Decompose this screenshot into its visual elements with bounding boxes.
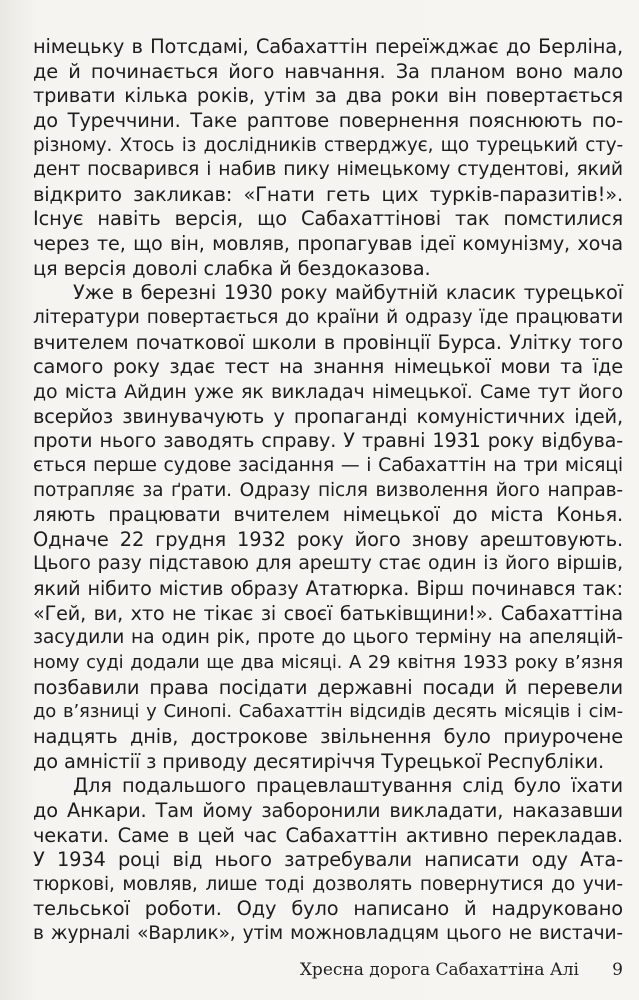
text-line: тюркові, мовляв, лише тоді дозволять повернутися до учи- (33, 873, 623, 895)
text-line: позбавили права посідати державні посади й перевели (33, 675, 623, 699)
page-footer (0, 960, 639, 986)
text-line: де й починається його навчання. За планом воно мало (33, 59, 623, 83)
text-line: який нібито містив образу Ататюрка. Вірш починався так: (33, 577, 623, 601)
text-line: літератури повертається до країни й одразу їде працювати (33, 307, 623, 329)
text-line: самого року здає тест на знання німецької мови та їде (33, 355, 623, 379)
text-line: до амністії з приводу десятиріччя Турецької Республіки. (33, 749, 605, 773)
text-line: різному. Хтось із дослідників стверджує, що турецький сту- (33, 134, 623, 156)
text-line: до міста Айдин уже як викладач німецької. Саме тут його (33, 380, 623, 403)
text-line: Цього разу підставою для арешту стає один із його віршів, (33, 553, 623, 575)
text-line: ця версія доволі слабка й бездоказова. (33, 256, 431, 280)
text-line: проти нього заводять справу. У травні 1931 року відбува- (33, 429, 623, 453)
text-line: Існує навіть версія, що Сабахаттінові так помстилися (33, 207, 623, 231)
running-title: Хресна дорога Сабахаттіна Алі (299, 960, 579, 980)
text-line: німецьку в Потсдамі, Сабахаттін переїжджає до Берліна, (33, 35, 623, 58)
text-line: надцять днів, дострокове звільнення було приурочене (33, 724, 623, 748)
text-line: відкрито закликав: «Гнати геть цих турків-паразитів!». (33, 182, 623, 206)
text-line: потрапляє за ґрати. Одразу після визволення його направ- (33, 479, 623, 501)
text-line: Уже в березні 1930 року майбутній класик турецької (73, 281, 623, 305)
text-line: через те, що він, мовляв, пропагував ідеї комунізму, хоча (33, 232, 623, 256)
text-line: до Туреччини. Таке раптове повернення пояснюють по- (33, 108, 623, 132)
page-number: 9 (612, 960, 623, 980)
text-line: тривати кілька років, утім за два роки він повертається (33, 84, 623, 108)
text-line: вчителем початкової школи в провінції Бурса. Улітку того (33, 330, 623, 354)
body-text (33, 35, 623, 947)
text-line: дент посварився і набив пику німецькому студентові, який (33, 159, 623, 181)
text-line: всерйоз звинувачують у пропаганді комуністичних ідей, (33, 404, 623, 428)
text-line: до Анкари. Там йому заборонили викладати, наказавши (33, 798, 623, 822)
text-line: тельської роботи. Оду було написано й надруковано (33, 897, 623, 921)
text-line: до в’язниці у Синопі. Сабахаттін відсидів десять місяців і сім- (33, 701, 623, 723)
text-line: «Гей, ви, хто не тікає зі своєї батьківщини!». Сабахаттіна (33, 601, 623, 625)
text-line: чекати. Саме в цей час Сабахаттін активно перекладав. (33, 823, 623, 847)
text-line: У 1934 році від нього затребували написати оду Ата- (33, 848, 623, 872)
text-line: ється перше судове засідання — і Сабахаттін на три місяці (33, 454, 623, 476)
text-line: засудили на один рік, проте до цього терміну на апеляцій- (33, 627, 623, 649)
text-line: Одначе 22 грудня 1932 року його знову арештовують. (33, 527, 623, 551)
text-line: Для подальшого працевлаштування слід було їхати (73, 774, 623, 798)
text-line: ляють працювати вчителем німецької до міста Конья. (33, 503, 623, 527)
text-line: ному суді додали ще два місяці. А 29 квітня 1933 року в’язня (33, 652, 623, 674)
text-line: в журналі «Варлик», утім можновладцям цього не вистачи- (33, 923, 623, 945)
